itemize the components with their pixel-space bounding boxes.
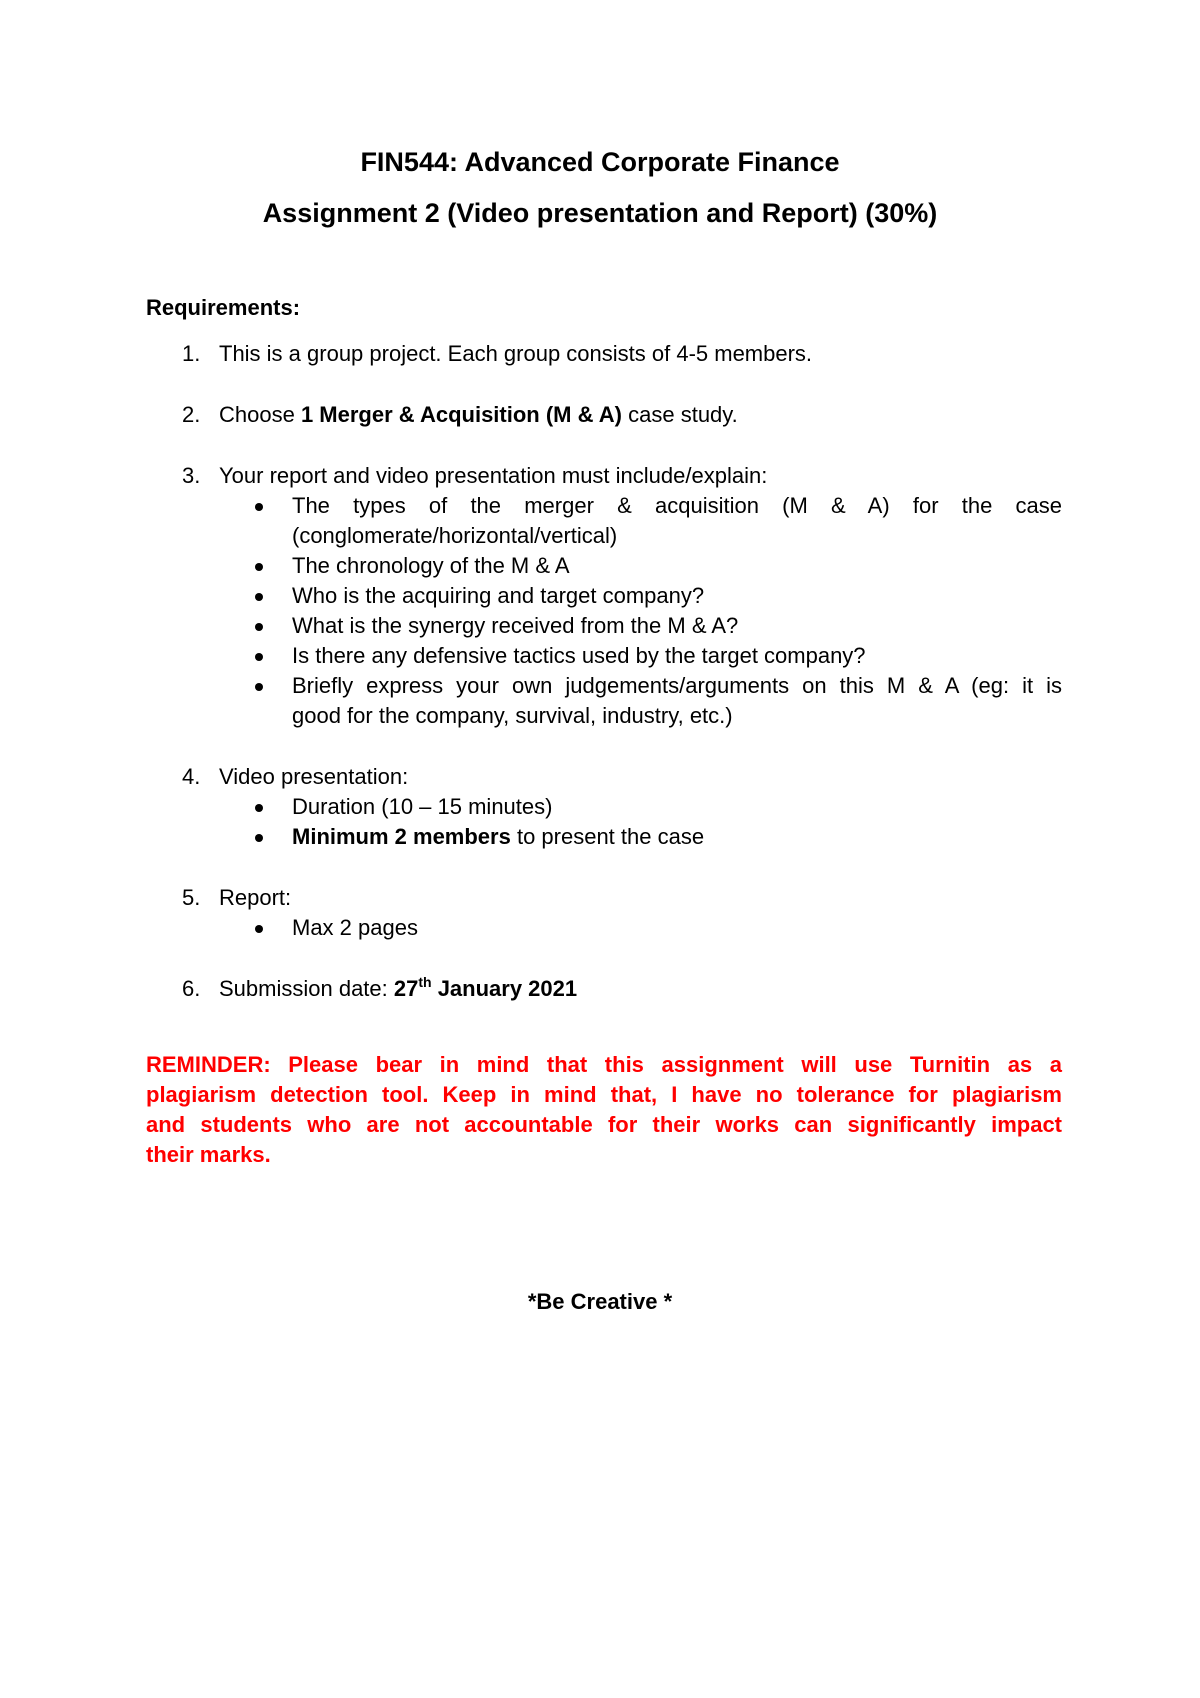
bullet-text: Max 2 pages: [292, 915, 418, 940]
requirements-heading: Requirements:: [146, 295, 301, 320]
submission-date: Submission date: 27th January 2021: [219, 974, 578, 1001]
item-number: 5.: [182, 885, 201, 910]
item-text: Video presentation:: [219, 764, 409, 789]
plagiarism-reminder: REMINDER: Please bear in mind that this assignment will use Turnitin as a plagiarism detection tool. Keep in mind that, I have no tolerance for plagiarism and students who are not accountable for their works can significantly impact their marks.: [146, 1052, 1062, 1167]
bullet-icon: [255, 623, 263, 631]
item-number: 2.: [182, 402, 201, 427]
bullet-text: Is there any defensive tactics used by the target company?: [292, 643, 866, 668]
bullet-text-line: good for the company, survival, industry, etc.): [292, 703, 733, 728]
bullet-text-line: Briefly express your own judgements/arguments on this M & A (eg: it is: [292, 673, 1062, 698]
bullet-icon: [255, 683, 263, 691]
members-emphasis: Minimum 2 members: [292, 824, 511, 849]
bullet-icon: [255, 503, 263, 511]
item-number: 4.: [182, 764, 201, 789]
bullet-icon: [255, 925, 263, 933]
item-text: This is a group project. Each group consists of 4-5 members.: [219, 341, 813, 366]
closing-note: *Be Creative *: [527, 1289, 673, 1314]
item-number: 6.: [182, 976, 201, 1001]
bullet-icon: [255, 563, 263, 571]
item-text: Your report and video presentation must include/explain:: [219, 463, 768, 488]
bullet-text: Duration (10 – 15 minutes): [292, 794, 553, 819]
item-text: Report:: [219, 885, 292, 910]
item-number: 1.: [182, 341, 201, 366]
bullet-text: Minimum 2 members to present the case: [292, 824, 705, 849]
item-text: Choose 1 Merger & Acquisition (M & A) case study.: [219, 402, 738, 427]
bullet-icon: [255, 834, 263, 842]
bullet-text: The chronology of the M & A: [292, 553, 570, 578]
bullet-text-line: (conglomerate/horizontal/vertical): [292, 523, 618, 548]
case-study-emphasis: 1 Merger & Acquisition (M & A): [300, 402, 623, 427]
bullet-text: Who is the acquiring and target company?: [292, 583, 705, 608]
bullet-text-line: The types of the merger & acquisition (M & A) for the case: [292, 493, 1062, 518]
course-title: FIN544: Advanced Corporate Finance: [360, 147, 840, 177]
bullet-icon: [255, 804, 263, 812]
bullet-icon: [255, 593, 263, 601]
bullet-icon: [255, 653, 263, 661]
assignment-title: Assignment 2 (Video presentation and Report) (30%): [262, 198, 938, 228]
item-number: 3.: [182, 463, 201, 488]
bullet-text: What is the synergy received from the M & A?: [292, 613, 739, 638]
